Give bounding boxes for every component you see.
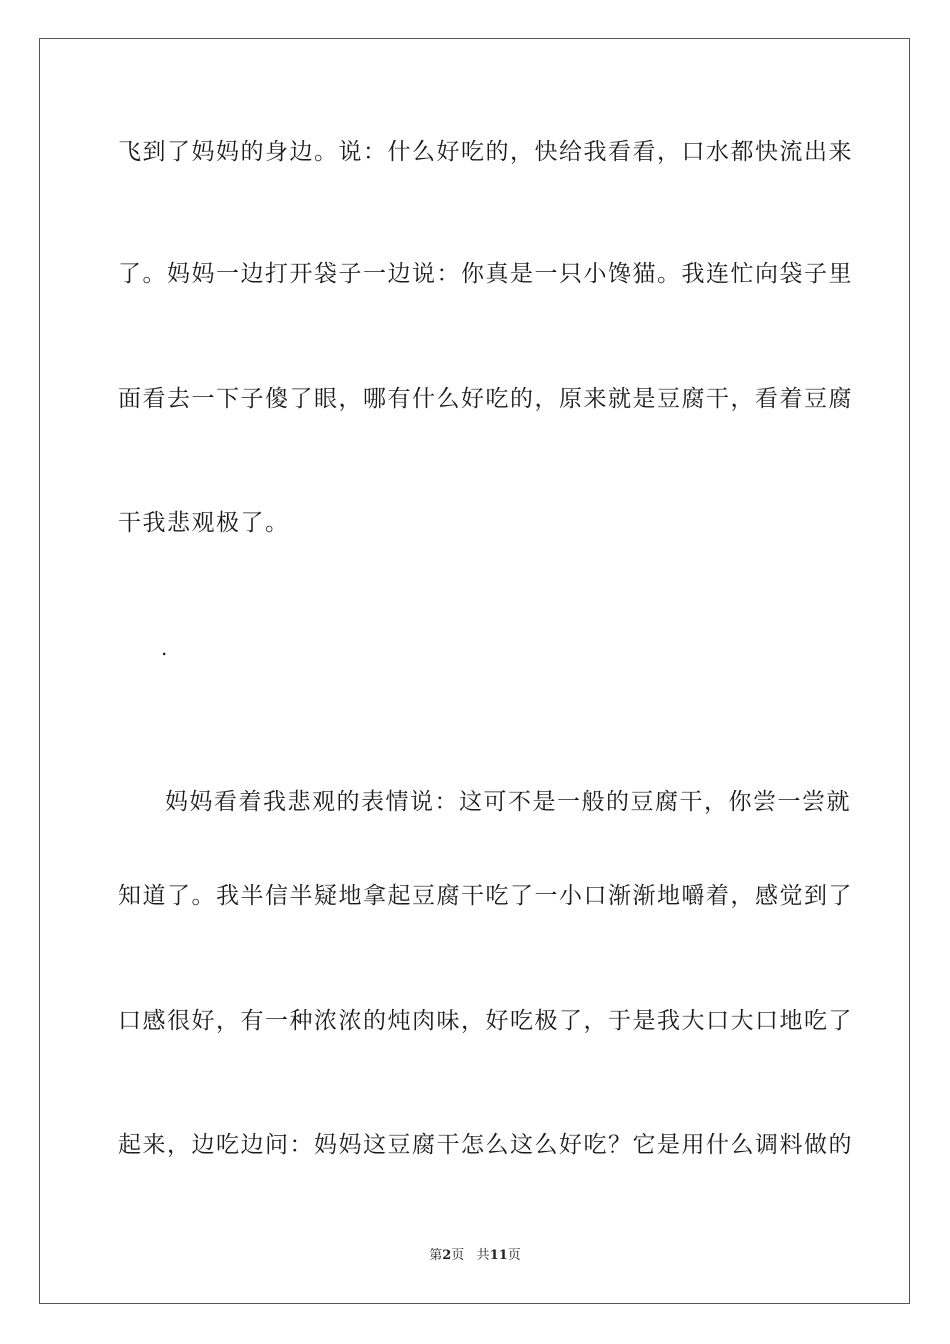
text-line: 飞到了妈妈的身边。说：什么好吃的，快给我看看，口水都快流出来 xyxy=(118,139,853,165)
total-pages: 11 xyxy=(489,1248,508,1263)
page-footer xyxy=(0,1247,950,1265)
text-line: 起来，边吃边问：妈妈这豆腐干怎么这么好吃？它是用什么调料做的 xyxy=(118,1132,853,1158)
separator-dot: . xyxy=(161,636,168,660)
page-label-suffix: 页 xyxy=(451,1248,465,1263)
text-line: 妈妈看着我悲观的表情说：这可不是一般的豆腐干，你尝一尝就 xyxy=(165,789,851,815)
text-line: 面看去一下子傻了眼，哪有什么好吃的，原来就是豆腐干，看着豆腐 xyxy=(118,386,853,412)
total-label-prefix: 共 xyxy=(476,1248,490,1263)
page-label-prefix: 第 xyxy=(429,1248,443,1263)
text-line: 了。妈妈一边打开袋子一边说：你真是一只小馋猫。我连忙向袋子里 xyxy=(118,261,853,287)
text-line: 干我悲观极了。 xyxy=(118,510,290,536)
text-line: 知道了。我半信半疑地拿起豆腐干吃了一小口渐渐地嚼着，感觉到了 xyxy=(118,883,853,909)
total-label-suffix: 页 xyxy=(507,1248,521,1263)
page-border xyxy=(39,38,910,1304)
page-number: 2 xyxy=(442,1248,452,1263)
text-line: 口感很好，有一种浓浓的炖肉味，好吃极了，于是我大口大口地吃了 xyxy=(118,1008,853,1034)
